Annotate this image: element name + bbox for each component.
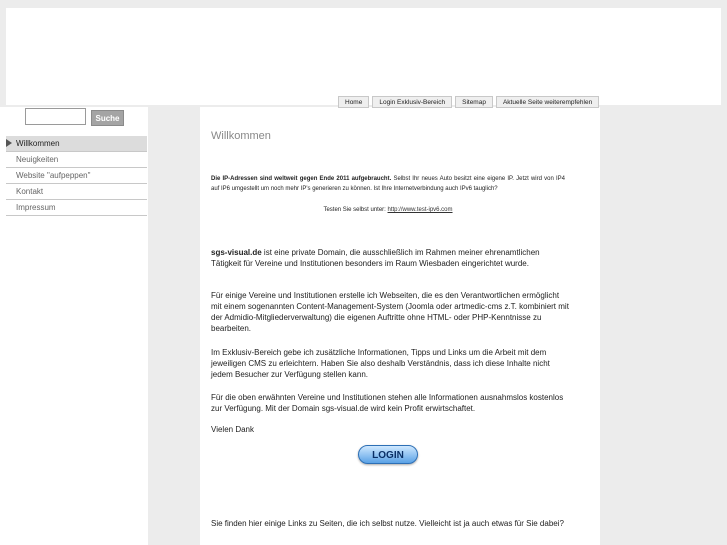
intro-text: ist eine private Domain, die ausschließlich im Rahmen meiner ehrenamtlichen Tätigkeit für Vereine und Institutionen besonders im Raum Wiesbaden eingerichtet wurde. <box>211 248 540 268</box>
sidebar-item-impressum[interactable] <box>6 200 147 216</box>
search-input[interactable] <box>25 108 86 125</box>
thanks-text: Vielen Dank <box>211 425 254 434</box>
sidebar-item-label: Kontakt <box>16 187 44 196</box>
ipv6-test-line <box>211 206 565 215</box>
sidebar-item-website-aufpeppen[interactable] <box>6 168 147 184</box>
search-button[interactable]: Suche <box>91 110 124 126</box>
paragraph-kostenlos: Für die oben erwähnten Vereine und Institutionen stehen alle Informationen ausnahmslos kostenlos zur Verfügung. Mit der Domain sgs-visual.de wird kein Profit erwirtschaftet. <box>211 393 564 413</box>
login-button[interactable]: LOGIN <box>358 445 418 464</box>
top-navigation <box>338 96 602 108</box>
notice-text: Selbst Ihr neues Auto besitzt eine eigene IP. Jetzt wird von IP4 auf IP6 umgestellt um noch mehr IP's generieren zu können. Ist Ihre Internetverbindung auch IPv6 tauglich? <box>211 176 565 192</box>
nav-home[interactable]: Home <box>338 96 369 108</box>
paragraph-cms: Für einige Vereine und Institutionen erstelle ich Webseiten, die es den Verantwortlichen ermöglicht mit einem sogenannten Content-Management-System (Joomla oder artmedic-cms z.T. kombiniert mit der Admidio-Mitgliederverwaltung) die eigenen Auftritte ohne HTML- oder PHP-Kenntnisse zu bearbeiten. <box>211 291 569 333</box>
sidebar-menu <box>6 136 147 216</box>
sidebar-item-label: Impressum <box>16 203 56 212</box>
header-banner <box>6 8 721 105</box>
paragraph-exklusiv: Im Exklusiv-Bereich gebe ich zusätzliche Informationen, Tipps und Links um die Arbeit mit dem jeweiligen CMS zu erleichtern. Haben Sie also deshalb Verständnis, dass ich diese Inhalte nicht jedem Besucher zur Verfügung stellen kann. <box>211 348 550 379</box>
notice-bold: Die IP-Adressen sind weltweit gegen Ende 2011 aufgebraucht. <box>211 176 392 182</box>
page-title: Willkommen <box>211 130 271 142</box>
sidebar-item-label: Neuigkeiten <box>16 155 59 164</box>
intro-paragraph <box>211 247 571 269</box>
sidebar-item-label: Website "aufpeppen" <box>16 171 91 180</box>
sidebar-item-willkommen[interactable] <box>6 136 147 152</box>
links-intro: Sie finden hier einige Links zu Seiten, die ich selbst nutze. Vielleicht ist ja auch etwas für Sie dabei? <box>211 519 564 528</box>
domain-name: sgs-visual.de <box>211 248 262 257</box>
ipv6-test-link[interactable]: http://www.test-ipv6.com <box>387 207 453 213</box>
nav-sitemap[interactable]: Sitemap <box>455 96 493 108</box>
sidebar-item-kontakt[interactable] <box>6 184 147 200</box>
ipv6-notice <box>211 174 565 194</box>
test-prefix: Testen Sie selbst unter: <box>323 207 388 213</box>
nav-login-exklusiv[interactable]: Login Exklusiv-Bereich <box>372 96 452 108</box>
sidebar-item-neuigkeiten[interactable] <box>6 152 147 168</box>
sidebar-item-label: Willkommen <box>16 139 60 148</box>
nav-weiterempfehlen[interactable]: Aktuelle Seite weiterempfehlen <box>496 96 599 108</box>
arrow-right-icon <box>6 139 12 147</box>
